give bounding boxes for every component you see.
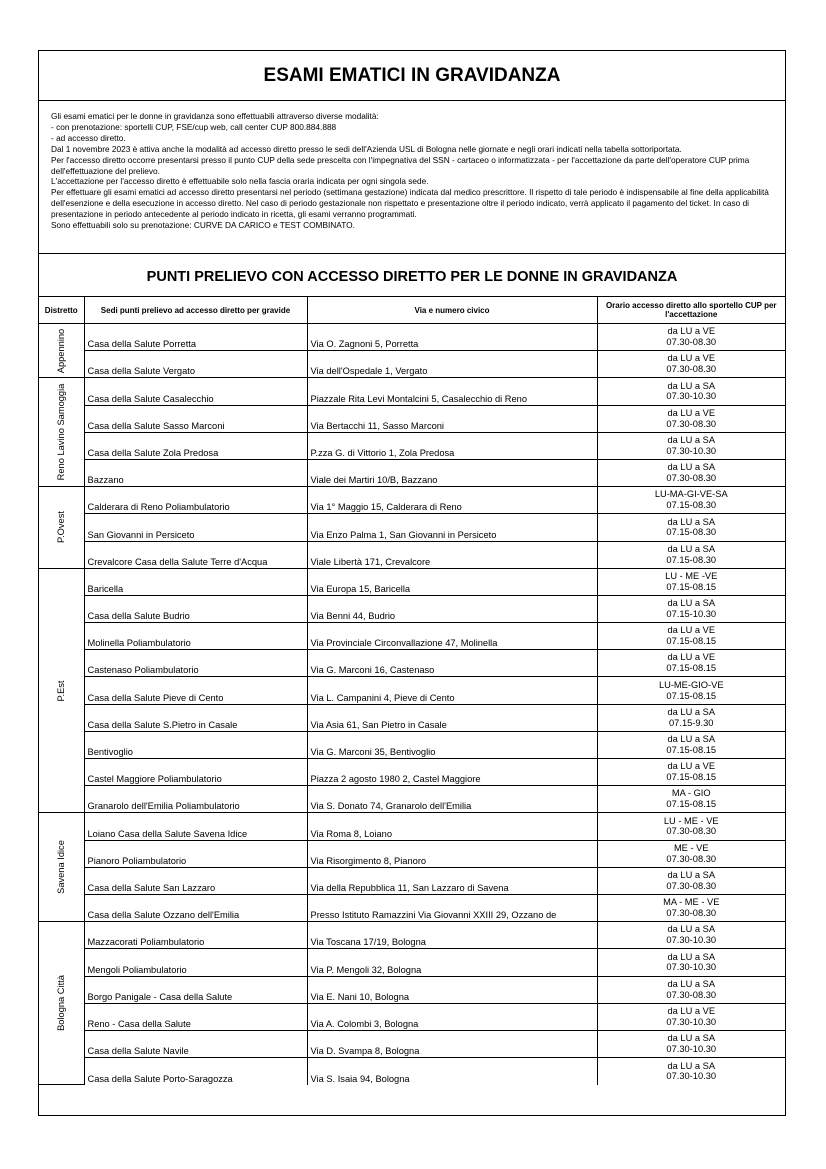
table-row <box>39 432 785 459</box>
orario-cell <box>597 541 785 568</box>
orario-cell <box>597 595 785 622</box>
via-cell: Piazza 2 agosto 1980 2, Castel Maggiore <box>307 759 597 786</box>
header-orario: Orario accesso diretto allo sportello CUP per l'accettazione <box>597 297 785 324</box>
via-cell: Via A. Colombi 3, Bologna <box>307 1003 597 1030</box>
table-row <box>39 840 785 867</box>
orario-ore: 07.30-08.30 <box>666 826 717 837</box>
table-row <box>39 1030 785 1057</box>
orario-ore: 07.30-10.30 <box>666 445 717 456</box>
sede-cell: Reno - Casa della Salute <box>84 1003 307 1030</box>
via-cell: Via Asia 61, San Pietro in Casale <box>307 704 597 731</box>
orario-cell <box>597 786 785 813</box>
table-row <box>39 731 785 758</box>
orario-cell <box>597 813 785 840</box>
sede-cell: Bentivoglio <box>84 731 307 758</box>
via-cell: Via Toscana 17/19, Bologna <box>307 922 597 949</box>
via-cell: Via G. Marconi 16, Castenaso <box>307 650 597 677</box>
orario-ore: 07.30-08.30 <box>666 364 717 375</box>
sede-cell: Casa della Salute San Lazzaro <box>84 867 307 894</box>
sede-cell: Casa della Salute Sasso Marconi <box>84 405 307 432</box>
via-cell: Via Risorgimento 8, Pianoro <box>307 840 597 867</box>
orario-ore: 07.30-10.30 <box>666 1071 717 1082</box>
via-cell: Via L. Campanini 4, Pieve di Cento <box>307 677 597 704</box>
table-row <box>39 487 785 514</box>
header-sede: Sedi punti prelievo ad accesso diretto per gravide <box>84 297 307 324</box>
orario-cell <box>597 894 785 921</box>
intro-line: Dal 1 novembre 2023 è attiva anche la modalità ad accesso diretto presso le sedi dell'Azienda USL di Bologna nelle giornate e negli orari indicati nella tabella sottoriportata. <box>51 143 682 154</box>
orario-ore: 07.15-08.30 <box>666 527 717 538</box>
via-cell: Via Benni 44, Budrio <box>307 595 597 622</box>
orario-ore: 07.30-08.30 <box>666 337 717 348</box>
orario-ore: 07.15-08.30 <box>666 554 717 565</box>
via-cell: Via Roma 8, Loiano <box>307 813 597 840</box>
table-row <box>39 324 785 351</box>
orario-cell <box>597 568 785 595</box>
orario-cell <box>597 459 785 486</box>
orario-cell <box>597 922 785 949</box>
orario-giorni: da LU a SA <box>667 734 716 744</box>
orario-ore: 07.30-10.30 <box>666 962 717 973</box>
orario-ore: 07.30-10.30 <box>666 935 717 946</box>
sede-cell: Casa della Salute Vergato <box>84 351 307 378</box>
orario-ore: 07.15-10.30 <box>666 608 717 619</box>
sede-cell: Calderara di Reno Poliambulatorio <box>84 487 307 514</box>
orario-cell <box>597 623 785 650</box>
orario-ore: 07.15-08.15 <box>666 744 717 755</box>
orario-giorni: da LU a VE <box>667 407 716 418</box>
orario-giorni: da LU a VE <box>667 761 716 772</box>
orario-giorni: da LU a SA <box>667 598 716 609</box>
orario-giorni: da LU a SA <box>667 462 716 473</box>
sede-cell: Granarolo dell'Emilia Poliambulatorio <box>84 786 307 813</box>
sede-cell: Casa della Salute Pieve di Cento <box>84 677 307 704</box>
table-row <box>39 894 785 921</box>
orario-cell <box>597 650 785 677</box>
table-row <box>39 677 785 704</box>
table-row <box>39 759 785 786</box>
sede-cell: Molinella Poliambulatorio <box>84 623 307 650</box>
table-header-row <box>39 297 785 324</box>
via-cell: Via S. Isaia 94, Bologna <box>307 1058 597 1085</box>
orario-giorni: LU - ME -VE <box>665 570 718 581</box>
via-cell: Via 1° Maggio 15, Calderara di Reno <box>307 487 597 514</box>
orario-ore: 07.30-10.30 <box>666 1016 717 1027</box>
intro-line: Per l'accesso diretto occorre presentarsi presso il punto CUP della sede prescelta con l'impegnativa del SSN - cartaceo o informatizzata - per l'accettazione da parte dell'operatore CUP prima dell'effettuazione del prelievo. <box>51 154 750 176</box>
orario-giorni: da LU a VE <box>667 625 716 636</box>
orario-ore: 07.15-08.15 <box>666 772 717 783</box>
intro-line: L'accettazione per l'accesso diretto è effettuabile solo nella fascia oraria indicata per ogni singola sede. <box>51 176 429 187</box>
table-row <box>39 1058 785 1085</box>
via-cell: P.zza G. di Vittorio 1, Zola Predosa <box>307 432 597 459</box>
district-name: Appennino <box>56 328 67 373</box>
table-row <box>39 786 785 813</box>
table-row <box>39 704 785 731</box>
orario-giorni: ME - VE <box>673 842 709 853</box>
sede-cell: Mazzacorati Poliambulatorio <box>84 922 307 949</box>
table-row <box>39 650 785 677</box>
table-row <box>39 1003 785 1030</box>
orario-ore: 07.15-08.15 <box>666 663 717 674</box>
orario-cell <box>597 405 785 432</box>
orario-ore: 07.30-08.30 <box>666 880 717 891</box>
orario-giorni: da LU a SA <box>667 951 716 962</box>
orario-cell <box>597 487 785 514</box>
table-row <box>39 595 785 622</box>
orario-ore: 07.30-10.30 <box>666 1043 717 1054</box>
table-row <box>39 351 785 378</box>
orario-giorni: da LU a SA <box>667 380 716 391</box>
district-name: P.Ovest <box>56 511 67 544</box>
via-cell: Via O. Zagnoni 5, Porretta <box>307 324 597 351</box>
orario-cell <box>597 704 785 731</box>
orario-giorni: da LU a SA <box>667 543 716 554</box>
orario-giorni: da LU a SA <box>667 924 716 935</box>
orario-ore: 07.15-08.15 <box>666 799 717 810</box>
table-row <box>39 623 785 650</box>
district-cell <box>39 922 84 1085</box>
orario-cell <box>597 351 785 378</box>
orario-ore: 07.30-08.30 <box>666 989 717 1000</box>
orario-giorni: LU-MA-GI-VE-SA <box>654 489 728 500</box>
document-frame <box>38 50 786 1116</box>
table-row <box>39 976 785 1003</box>
via-cell: Piazzale Rita Levi Montalcini 5, Casalecchio di Reno <box>307 378 597 405</box>
orario-cell <box>597 432 785 459</box>
via-cell: Via S. Donato 74, Granarolo dell'Emilia <box>307 786 597 813</box>
orario-cell <box>597 1058 785 1085</box>
orario-cell <box>597 759 785 786</box>
district-name: Reno Lavino Samoggia <box>56 383 67 481</box>
orario-cell <box>597 840 785 867</box>
district-cell <box>39 813 84 922</box>
orario-cell <box>597 731 785 758</box>
orario-ore: 07.30-08.30 <box>666 473 717 484</box>
sites-table <box>39 297 785 1085</box>
via-cell: Via D. Svampa 8, Bologna <box>307 1030 597 1057</box>
orario-ore: 07.15-08.30 <box>666 500 717 511</box>
orario-giorni: da LU a SA <box>667 516 716 527</box>
section-subtitle: PUNTI PRELIEVO CON ACCESSO DIRETTO PER LE DONNE IN GRAVIDANZA <box>39 254 785 297</box>
sede-cell: Casa della Salute Porto-Saragozza <box>84 1058 307 1085</box>
orario-cell <box>597 514 785 541</box>
district-cell <box>39 324 84 378</box>
orario-giorni: da LU a VE <box>667 326 716 337</box>
via-cell: Viale dei Martiri 10/B, Bazzano <box>307 459 597 486</box>
table-row <box>39 867 785 894</box>
intro-text <box>39 101 785 254</box>
via-cell: Via Bertacchi 11, Sasso Marconi <box>307 405 597 432</box>
orario-ore: 07.15-9.30 <box>669 717 714 728</box>
sede-cell: Casa della Salute Budrio <box>84 595 307 622</box>
orario-cell <box>597 976 785 1003</box>
intro-line: Sono effettuabili solo su prenotazione: CURVE DA CARICO e TEST COMBINATO. <box>51 220 355 231</box>
intro-line: Per effettuare gli esami ematici ad accesso diretto presentarsi nel periodo (settimana gestazione) indicata dal medico prescrittore. Il rispetto di tale periodo è indispensabile al fine della applicabilità dell'esenzione e della esecuzione in accesso diretto. Nel caso di periodo gestazionale non rispettato e presentazione oltre il periodo indicato, verrà applicato il pagamento del ticket. In caso di presentazione in periodo antecedente al periodo indicato in ricetta, gli esami verranno programmati. <box>51 187 769 220</box>
intro-line: - con prenotazione: sportelli CUP, FSE/cup web, call center CUP 800.884.888 <box>51 121 337 132</box>
orario-giorni: da LU a SA <box>667 1033 716 1044</box>
sede-cell: Casa della Salute S.Pietro in Casale <box>84 704 307 731</box>
orario-ore: 07.30-08.30 <box>666 418 717 429</box>
sede-cell: Bazzano <box>84 459 307 486</box>
sede-cell: Castel Maggiore Poliambulatorio <box>84 759 307 786</box>
sede-cell: Castenaso Poliambulatorio <box>84 650 307 677</box>
orario-giorni: da LU a SA <box>667 434 716 445</box>
district-name: Savena Idice <box>56 840 67 895</box>
header-distretto: Distretto <box>39 297 84 324</box>
orario-ore: 07.15-08.15 <box>666 636 717 647</box>
district-name: P.Est <box>56 680 67 702</box>
table-row <box>39 568 785 595</box>
orario-giorni: da LU a SA <box>667 978 716 989</box>
orario-cell <box>597 949 785 976</box>
via-cell: Via P. Mengoli 32, Bologna <box>307 949 597 976</box>
orario-giorni: da LU a VE <box>667 1005 716 1016</box>
orario-giorni: LU-ME-GIO-VE <box>658 679 724 690</box>
district-cell <box>39 378 84 487</box>
table-row <box>39 949 785 976</box>
orario-cell <box>597 1030 785 1057</box>
sede-cell: Casa della Salute Zola Predosa <box>84 432 307 459</box>
intro-line: - ad accesso diretto. <box>51 132 126 143</box>
page-title: ESAMI EMATICI IN GRAVIDANZA <box>39 51 785 101</box>
orario-giorni: MA - GIO <box>671 788 711 799</box>
table-body <box>39 324 785 1085</box>
sede-cell: Borgo Panigale - Casa della Salute <box>84 976 307 1003</box>
intro-line: Gli esami ematici per le donne in gravidanza sono effettuabili attraverso diverse modalità: <box>51 111 379 121</box>
sede-cell: Crevalcore Casa della Salute Terre d'Acqua <box>84 541 307 568</box>
district-cell <box>39 568 84 813</box>
table-row <box>39 514 785 541</box>
via-cell: Via dell'Ospedale 1, Vergato <box>307 351 597 378</box>
orario-giorni: da LU a VE <box>667 353 716 364</box>
district-name: Bologna Città <box>56 975 67 1032</box>
via-cell: Via E. Nani 10, Bologna <box>307 976 597 1003</box>
via-cell: Via Provinciale Circonvallazione 47, Molinella <box>307 623 597 650</box>
orario-ore: 07.15-08.15 <box>666 690 717 701</box>
sede-cell: Casa della Salute Porretta <box>84 324 307 351</box>
table-row <box>39 541 785 568</box>
sede-cell: Pianoro Poliambulatorio <box>84 840 307 867</box>
via-cell: Via della Repubblica 11, San Lazzaro di Savena <box>307 867 597 894</box>
orario-cell <box>597 867 785 894</box>
table-row <box>39 922 785 949</box>
orario-ore: 07.15-08.15 <box>666 581 717 592</box>
orario-giorni: MA - ME - VE <box>663 897 720 908</box>
orario-giorni: da LU a VE <box>667 652 716 663</box>
header-via: Via e numero civico <box>307 297 597 324</box>
orario-ore: 07.30-10.30 <box>666 391 717 402</box>
sede-cell: Casa della Salute Casalecchio <box>84 378 307 405</box>
orario-cell <box>597 324 785 351</box>
sede-cell: Baricella <box>84 568 307 595</box>
table-row <box>39 405 785 432</box>
sede-cell: San Giovanni in Persiceto <box>84 514 307 541</box>
table-row <box>39 378 785 405</box>
orario-giorni: da LU a SA <box>667 869 716 880</box>
sede-cell: Casa della Salute Ozzano dell'Emilia <box>84 894 307 921</box>
orario-cell <box>597 1003 785 1030</box>
orario-giorni: LU - ME - VE <box>663 815 719 826</box>
via-cell: Presso Istituto Ramazzini Via Giovanni XXIII 29, Ozzano de <box>307 894 597 921</box>
orario-cell <box>597 677 785 704</box>
sede-cell: Mengoli Poliambulatorio <box>84 949 307 976</box>
via-cell: Via Europa 15, Baricella <box>307 568 597 595</box>
table-row <box>39 813 785 840</box>
via-cell: Via Enzo Palma 1, San Giovanni in Persiceto <box>307 514 597 541</box>
orario-cell <box>597 378 785 405</box>
orario-ore: 07.30-08.30 <box>666 908 717 919</box>
via-cell: Via G. Marconi 35, Bentivoglio <box>307 731 597 758</box>
district-cell <box>39 487 84 569</box>
sede-cell: Loiano Casa della Salute Savena Idice <box>84 813 307 840</box>
sede-cell: Casa della Salute Navile <box>84 1030 307 1057</box>
orario-giorni: da LU a SA <box>667 1060 716 1071</box>
orario-ore: 07.30-08.30 <box>666 853 717 864</box>
table-row <box>39 459 785 486</box>
via-cell: Viale Libertà 171, Crevalcore <box>307 541 597 568</box>
orario-giorni: da LU a SA <box>667 706 716 717</box>
